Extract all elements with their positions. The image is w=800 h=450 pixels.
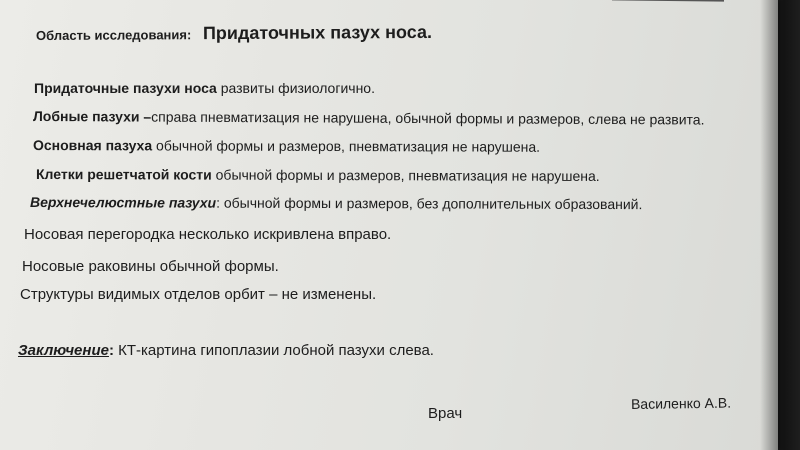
finding-sphenoid bbox=[33, 137, 540, 155]
finding-sinuses-label: Придаточные пазухи носа bbox=[34, 80, 217, 96]
finding-turbinates bbox=[22, 258, 279, 275]
finding-ethmoid-text: обычной формы и размеров, пневматизация не нарушена. bbox=[211, 166, 600, 184]
study-area-line bbox=[36, 22, 432, 45]
finding-septum bbox=[24, 226, 391, 243]
conclusion-colon: : bbox=[108, 342, 114, 359]
conclusion-line bbox=[18, 342, 434, 359]
finding-ethmoid-label: Клетки решетчатой кости bbox=[35, 166, 212, 183]
doctor-name bbox=[631, 395, 731, 412]
finding-ethmoid bbox=[36, 166, 600, 184]
finding-maxillary-label: Верхнечелюстные пазухи bbox=[29, 194, 217, 211]
finding-maxillary-text: : обычной формы и размеров, без дополнительных образований. bbox=[216, 194, 643, 213]
finding-maxillary bbox=[30, 194, 642, 212]
doctor-role bbox=[428, 405, 462, 422]
finding-frontal bbox=[33, 108, 705, 128]
finding-sphenoid-label: Основная пазуха bbox=[32, 137, 153, 154]
finding-frontal-text: справа пневматизация не нарушена, обычной формы и размеров, слева не развита. bbox=[151, 108, 705, 128]
right-edge-shadow bbox=[760, 0, 800, 450]
study-area-label: Область исследования: bbox=[35, 27, 192, 43]
doctor-name-text: Василенко А.В. bbox=[630, 394, 732, 412]
finding-orbits bbox=[20, 286, 376, 303]
finding-frontal-label: Лобные пазухи – bbox=[32, 108, 152, 125]
finding-sinuses-text: развиты физиологично. bbox=[216, 80, 375, 96]
finding-sphenoid-text: обычной формы и размеров, пневматизация не нарушена. bbox=[152, 137, 541, 155]
finding-turbinates-text: Носовые раковины обычной формы. bbox=[22, 258, 279, 275]
top-rule bbox=[612, 0, 724, 2]
study-area-value: Придаточных пазух носа. bbox=[202, 21, 432, 44]
finding-septum-text: Носовая перегородка несколько искривлена вправо. bbox=[24, 226, 392, 243]
finding-sinuses bbox=[34, 80, 375, 96]
finding-orbits-text: Структуры видимых отделов орбит – не изменены. bbox=[20, 286, 377, 303]
doctor-role-text: Врач bbox=[428, 405, 463, 422]
conclusion-text: КТ-картина гипоплазии лобной пазухи слева. bbox=[113, 342, 434, 359]
conclusion-label: Заключение bbox=[18, 342, 109, 359]
